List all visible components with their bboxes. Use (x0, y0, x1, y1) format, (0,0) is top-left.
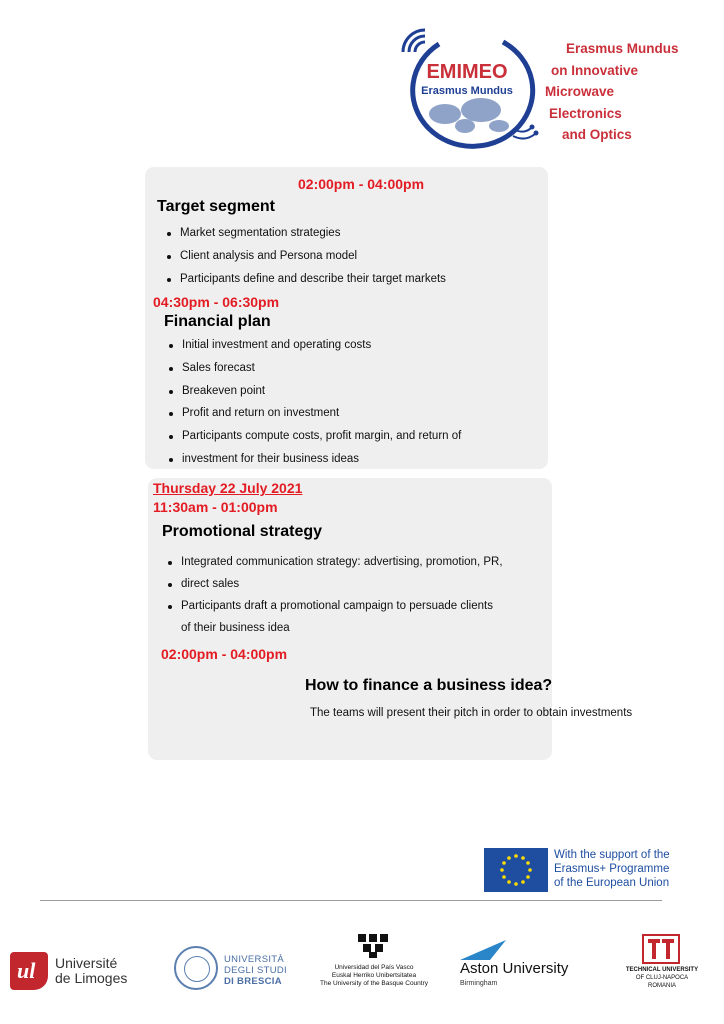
eu-support-text (554, 848, 670, 890)
session-title: Financial plan (164, 313, 271, 330)
list-item: investment for their business ideas (182, 453, 360, 465)
list-item: Initial investment and operating costs (182, 339, 372, 351)
utc-logo-text (620, 966, 704, 990)
upv-tree-icon (356, 932, 390, 958)
utc-mark-icon (642, 934, 680, 964)
upv-line: The University of the Basque Country (319, 980, 429, 987)
brescia-line: DEGLI STUDI (224, 965, 287, 976)
tagline-line: Microwave (545, 84, 615, 99)
list-item: Client analysis and Persona model (180, 250, 358, 262)
day-date: Thursday 22 July 2021 (153, 480, 303, 496)
eu-stars-icon (484, 848, 548, 892)
brescia-line: DI BRESCIA (224, 976, 282, 987)
aston-name: Aston University (460, 960, 569, 977)
emimeo-logo (395, 22, 545, 156)
tagline-line: Erasmus Mundus (566, 41, 679, 56)
utc-line: TECHNICAL UNIVERSITY (625, 967, 699, 973)
utc-line: OF CLUJ-NAPOCA (635, 975, 689, 981)
footer-divider (40, 900, 662, 901)
upv-line: Euskal Herriko Unibertsitatea (331, 972, 417, 979)
session-title: How to finance a business idea? (305, 677, 553, 694)
universita-brescia-logo (174, 946, 294, 994)
eu-support-badge (484, 846, 720, 894)
list-item: direct sales (181, 578, 240, 590)
emimeo-logo-graphic (395, 22, 545, 156)
list-item: Sales forecast (182, 362, 255, 374)
eu-support-line: Erasmus+ Programme (554, 863, 670, 875)
brescia-seal-icon (174, 946, 218, 990)
emimeo-tagline (540, 38, 680, 146)
eu-support-line: of the European Union (554, 877, 670, 889)
ul-mark-icon: ul (10, 952, 48, 990)
session-time: 11:30am - 01:00pm (153, 499, 278, 515)
upv-logo-text (312, 964, 436, 988)
list-item: Participants define and describe their target markets (180, 273, 446, 285)
universite-limoges-logo (10, 950, 140, 994)
list-item: Integrated communication strategy: advertising, promotion, PR, (181, 556, 503, 568)
aston-triangle-icon (460, 938, 520, 962)
session-description: The teams will present their pitch in order to obtain investments (310, 707, 633, 719)
list-item: Market segmentation strategies (180, 227, 341, 239)
session-time: 04:30pm - 06:30pm (153, 294, 280, 310)
list-item-continuation: of their business idea (181, 622, 290, 634)
upv-line: Universidad del País Vasco (334, 964, 414, 971)
brescia-line: UNIVERSITÀ (224, 954, 285, 965)
utc-line: ROMANIA (647, 983, 676, 989)
session-time: 02:00pm - 04:00pm (298, 176, 425, 192)
list-item: Participants draft a promotional campaign to persuade clients (181, 600, 493, 612)
ul-line: de Limoges (55, 970, 128, 986)
technical-university-cluj-logo (620, 934, 704, 994)
brescia-logo-text (224, 954, 287, 987)
ul-line: Université (55, 955, 118, 971)
tagline-line: and Optics (562, 127, 632, 142)
list-item: Participants compute costs, profit margin, and return of (182, 430, 462, 442)
tagline-line: Electronics (549, 105, 622, 121)
session-time: 02:00pm - 04:00pm (161, 646, 288, 662)
list-item: Breakeven point (182, 385, 266, 397)
emimeo-logo-sub: Erasmus Mundus (421, 85, 513, 97)
session-title: Target segment (157, 198, 275, 215)
session-title: Promotional strategy (162, 523, 323, 540)
aston-university-logo (460, 938, 584, 992)
aston-sub: Birmingham (460, 980, 498, 987)
emimeo-logo-text: EMIMEO (426, 61, 508, 83)
eu-flag-icon (484, 848, 548, 892)
upv-ehu-logo (312, 932, 436, 992)
list-item: Profit and return on investment (182, 407, 340, 419)
eu-support-line: With the support of the (554, 849, 670, 861)
ul-logo-text (55, 956, 127, 986)
tagline-line: on Innovative (551, 62, 639, 78)
